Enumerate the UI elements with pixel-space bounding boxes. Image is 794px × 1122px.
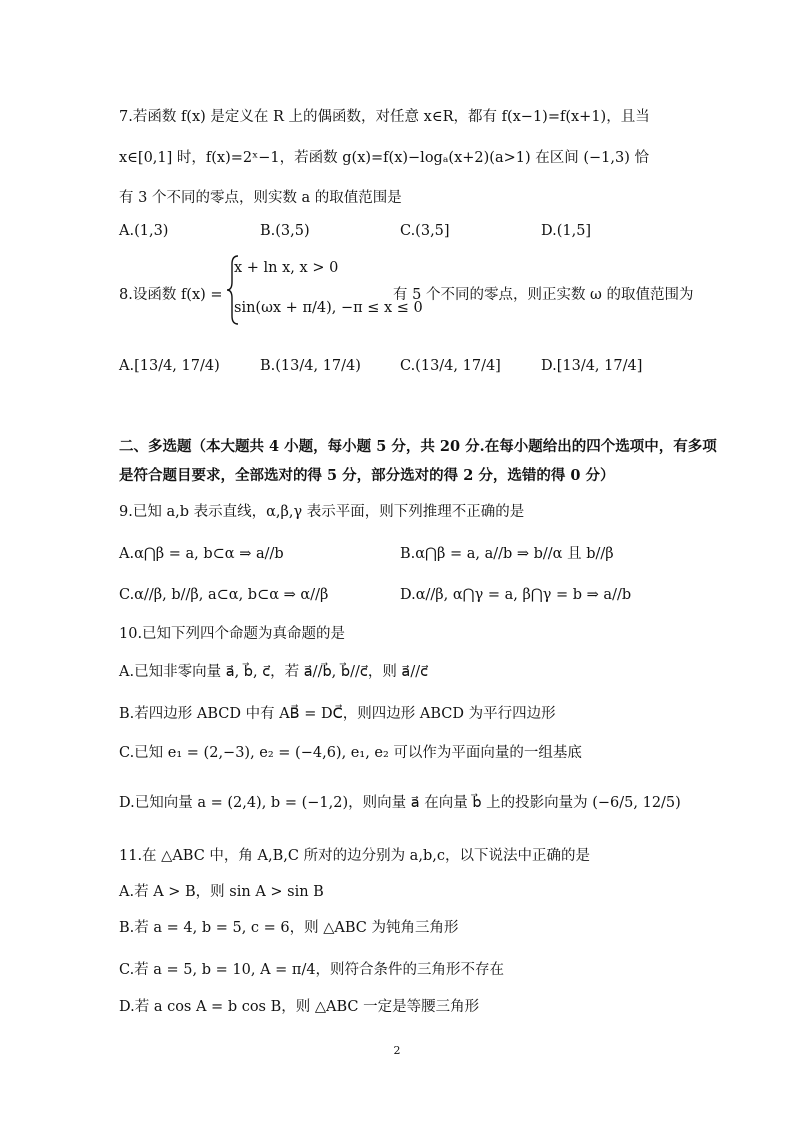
q8-suffix: 有 5 个不同的零点，则正实数 ω 的取值范围为 — [393, 287, 694, 303]
q7-line3: 有 3 个不同的零点，则实数 a 的取值范围是 — [119, 190, 402, 206]
q8-option-d: D.[13/4, 17/4] — [541, 358, 643, 374]
q7-option-a: A.(1,3) — [119, 223, 169, 239]
q10-option-c: C.已知 e₁ = (2,−3), e₂ = (−4,6), e₁, e₂ 可以作为平面向量的一组基底 — [119, 745, 582, 761]
q9-stem: 9.已知 a,b 表示直线，α,β,γ 表示平面，则下列推理不正确的是 — [119, 504, 525, 520]
q7-option-c: C.(3,5] — [400, 223, 450, 239]
q7-option-b: B.(3,5) — [260, 223, 310, 239]
q9-option-b: B.α⋂β = a, a//b ⇒ b//α 且 b//β — [400, 546, 614, 562]
q11-option-c: C.若 a = 5, b = 10, A = π/4，则符合条件的三角形不存在 — [119, 962, 505, 978]
q9-option-c: C.α//β, b//β, a⊂α, b⊂α ⇒ α//β — [119, 587, 329, 603]
q11-option-a: A.若 A > B，则 sin A > sin B — [119, 884, 324, 900]
q9-option-d: D.α//β, α⋂γ = a, β⋂γ = b ⇒ a//b — [400, 587, 632, 603]
section2-heading-line1: 二、多选题（本大题共 4 小题，每小题 5 分，共 20 分.在每小题给出的四个选项中，有多项 — [119, 438, 717, 455]
q7-option-d: D.(1,5] — [541, 223, 592, 239]
q11-option-d: D.若 a cos A = b cos B，则 △ABC 一定是等腰三角形 — [119, 999, 480, 1015]
q8-option-b: B.(13/4, 17/4) — [260, 358, 361, 374]
q8-option-c: C.(13/4, 17/4] — [400, 358, 501, 374]
q11-option-b: B.若 a = 4, b = 5, c = 6，则 △ABC 为钝角三角形 — [119, 920, 459, 936]
section2-heading-line2: 是符合题目要求，全部选对的得 5 分，部分选对的得 2 分，选错的得 0 分） — [119, 467, 615, 484]
q9-option-a: A.α⋂β = a, b⊂α ⇒ a//b — [119, 546, 284, 562]
q10-option-b: B.若四边形 ABCD 中有 AB⃗ = DC⃗，则四边形 ABCD 为平行四边形 — [119, 706, 556, 722]
q8-case1: x + ln x, x > 0 — [234, 260, 339, 276]
q8-prefix: 8.设函数 f(x) = — [119, 287, 223, 303]
q11-stem: 11.在 △ABC 中，角 A,B,C 所对的边分别为 a,b,c，以下说法中正确的是 — [119, 848, 590, 864]
q10-stem: 10.已知下列四个命题为真命题的是 — [119, 626, 346, 642]
q7-line2: x∈[0,1] 时，f(x)=2ˣ−1，若函数 g(x)=f(x)−logₐ(x+2)(a>1) 在区间 (−1,3) 恰 — [119, 150, 649, 166]
q10-option-d: D.已知向量 a = (2,4), b = (−1,2)，则向量 a⃗ 在向量 b⃗ 上的投影向量为 (−6/5, 12/5) — [119, 795, 681, 811]
q8-case2: sin(ωx + π/4), −π ≤ x ≤ 0 — [234, 300, 423, 316]
page-number: 2 — [393, 1044, 401, 1057]
q8-option-a: A.[13/4, 17/4) — [119, 358, 220, 374]
q7-line1: 7.若函数 f(x) 是定义在 R 上的偶函数，对任意 x∈R，都有 f(x−1)=f(x+1)，且当 — [119, 109, 650, 125]
q10-option-a: A.已知非零向量 a⃗, b⃗, c⃗，若 a⃗//b⃗, b⃗//c⃗，则 a⃗//c⃗ — [119, 664, 429, 680]
